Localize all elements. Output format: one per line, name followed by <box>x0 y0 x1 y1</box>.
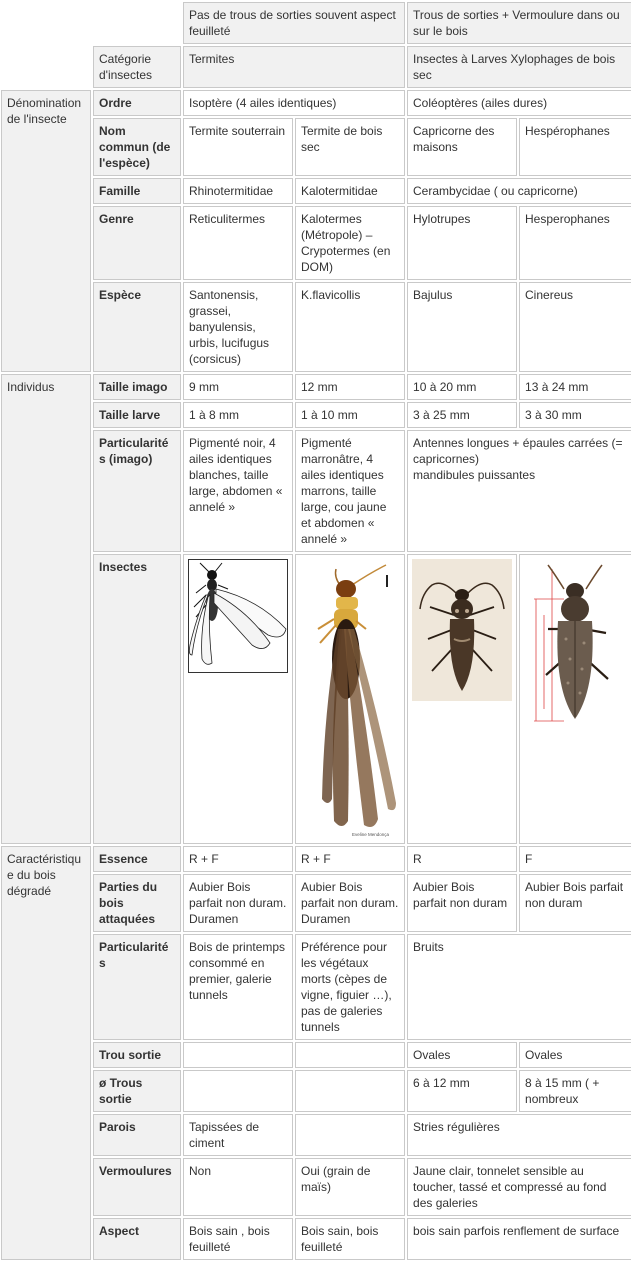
parties-c4: Aubier Bois parfait non duram <box>519 874 631 932</box>
diam-trous-c4: 8 à 15 mm ( + nombreux <box>519 1070 631 1112</box>
empty-corner <box>1 46 91 88</box>
row-label-trou-sortie: Trou sortie <box>93 1042 181 1068</box>
insect-image-c1 <box>183 554 293 844</box>
genre-c2: Kalotermes (Métropole) – Crypotermes (en DOM) <box>295 206 405 280</box>
espece-c3: Bajulus <box>407 282 517 372</box>
particularites-larves-line2: mandibules puissantes <box>413 468 536 482</box>
trou-sortie-c1 <box>183 1042 293 1068</box>
parties-c3: Aubier Bois parfait non duram <box>407 874 517 932</box>
diam-trous-c1 <box>183 1070 293 1112</box>
taille-larve-c3: 3 à 25 mm <box>407 402 517 428</box>
kalotermes-photo-image <box>300 559 404 839</box>
ordre-larves: Coléoptères (ailes dures) <box>407 90 631 116</box>
diam-trous-c3: 6 à 12 mm <box>407 1070 517 1112</box>
group-denomination: Dénomination de l'insecte <box>1 90 91 372</box>
row-label-essence: Essence <box>93 846 181 872</box>
taille-larve-c1: 1 à 8 mm <box>183 402 293 428</box>
famille-c2: Kalotermitidae <box>295 178 405 204</box>
empty-corner <box>93 2 181 44</box>
parois-c2 <box>295 1114 405 1156</box>
espece-c2: K.flavicollis <box>295 282 405 372</box>
row-label-insectes: Insectes <box>93 554 181 844</box>
group-caracteristique: Caractéristique du bois dégradé <box>1 846 91 1260</box>
genre-c4: Hesperophanes <box>519 206 631 280</box>
espece-c4: Cinereus <box>519 282 631 372</box>
row-label-particularites-imago: Particularités (imago) <box>93 430 181 552</box>
essence-c3: R <box>407 846 517 872</box>
particularites-bois-larves: Bruits <box>407 934 631 1040</box>
parois-larves: Stries régulières <box>407 1114 631 1156</box>
aspect-larves: bois sain parfois renflement de surface <box>407 1218 631 1260</box>
famille-c1: Rhinotermitidae <box>183 178 293 204</box>
row-label-taille-imago: Taille imago <box>93 374 181 400</box>
essence-c2: R + F <box>295 846 405 872</box>
row-label-ordre: Ordre <box>93 90 181 116</box>
vermoulures-c1: Non <box>183 1158 293 1216</box>
diam-trous-c2 <box>295 1070 405 1112</box>
insect-image-c4 <box>519 554 631 844</box>
row-label-genre: Genre <box>93 206 181 280</box>
row-label-famille: Famille <box>93 178 181 204</box>
row-label-parois: Parois <box>93 1114 181 1156</box>
taille-imago-c1: 9 mm <box>183 374 293 400</box>
insect-image-c3 <box>407 554 517 844</box>
row-label-aspect: Aspect <box>93 1218 181 1260</box>
genre-c1: Reticulitermes <box>183 206 293 280</box>
categorie-label: Catégorie d'insectes <box>93 46 181 88</box>
taille-larve-c4: 3 à 30 mm <box>519 402 631 428</box>
taille-larve-c2: 1 à 10 mm <box>295 402 405 428</box>
row-label-diam-trous: ø Trous sortie <box>93 1070 181 1112</box>
particularites-bois-c2: Préférence pour les végétaux morts (cèpes de vigne, figuier …), pas de galeries tunnels <box>295 934 405 1040</box>
nom-c2: Termite de bois sec <box>295 118 405 176</box>
vermoulures-larves: Jaune clair, tonnelet sensible au toucher, tassé et compressé au fond des galeries <box>407 1158 631 1216</box>
essence-c1: R + F <box>183 846 293 872</box>
taille-imago-c2: 12 mm <box>295 374 405 400</box>
particularites-larves-line1: Antennes longues + épaules carrées (= capricornes) <box>413 436 623 466</box>
photo-credit: Eveline Mendonça <box>352 832 390 837</box>
ordre-termites: Isoptère (4 ailes identiques) <box>183 90 405 116</box>
insect-image-c2 <box>295 554 405 844</box>
genre-c3: Hylotrupes <box>407 206 517 280</box>
trou-sortie-c3: Ovales <box>407 1042 517 1068</box>
hesperophanes-photo-image <box>524 559 628 725</box>
header-larves: Trous de sorties + Vermoulure dans ou sur le bois <box>407 2 631 44</box>
particularites-bois-c1: Bois de printemps consommé en premier, galerie tunnels <box>183 934 293 1040</box>
particularites-imago-c2: Pigmenté marronâtre, 4 ailes identiques marrons, taille large, cou jaune et abdomen « annelé » <box>295 430 405 552</box>
particularites-imago-larves <box>407 430 631 552</box>
row-label-vermoulures: Vermoulures <box>93 1158 181 1216</box>
row-label-parties: Parties du bois attaquées <box>93 874 181 932</box>
parties-c1: Aubier Bois parfait non duram. Duramen <box>183 874 293 932</box>
row-label-nom: Nom commun (de l'espèce) <box>93 118 181 176</box>
categorie-larves: Insectes à Larves Xylophages de bois sec <box>407 46 631 88</box>
parois-c1: Tapissées de ciment <box>183 1114 293 1156</box>
categorie-termites: Termites <box>183 46 405 88</box>
empty-corner <box>1 2 91 44</box>
row-label-espece: Espèce <box>93 282 181 372</box>
parties-c2: Aubier Bois parfait non duram. Duramen <box>295 874 405 932</box>
taille-imago-c3: 10 à 20 mm <box>407 374 517 400</box>
famille-larves: Cerambycidae ( ou capricorne) <box>407 178 631 204</box>
capricorne-photo-image <box>412 559 512 701</box>
nom-c1: Termite souterrain <box>183 118 293 176</box>
vermoulures-c2: Oui (grain de maïs) <box>295 1158 405 1216</box>
taille-imago-c4: 13 à 24 mm <box>519 374 631 400</box>
nom-c4: Hespérophanes <box>519 118 631 176</box>
trou-sortie-c4: Ovales <box>519 1042 631 1068</box>
termite-drawing-image <box>188 559 288 673</box>
particularites-imago-c1: Pigmenté noir, 4 ailes identiques blanches, taille large, abdomen « annelé » <box>183 430 293 552</box>
row-label-particularites-bois: Particularités <box>93 934 181 1040</box>
aspect-c1: Bois sain , bois feuilleté <box>183 1218 293 1260</box>
aspect-c2: Bois sain, bois feuilleté <box>295 1218 405 1260</box>
row-label-taille-larve: Taille larve <box>93 402 181 428</box>
essence-c4: F <box>519 846 631 872</box>
group-individus: Individus <box>1 374 91 844</box>
espece-c1: Santonensis, grassei, banyulensis, urbis, lucifugus (corsicus) <box>183 282 293 372</box>
nom-c3: Capricorne des maisons <box>407 118 517 176</box>
trou-sortie-c2 <box>295 1042 405 1068</box>
header-termites: Pas de trous de sorties souvent aspect feuilleté <box>183 2 405 44</box>
